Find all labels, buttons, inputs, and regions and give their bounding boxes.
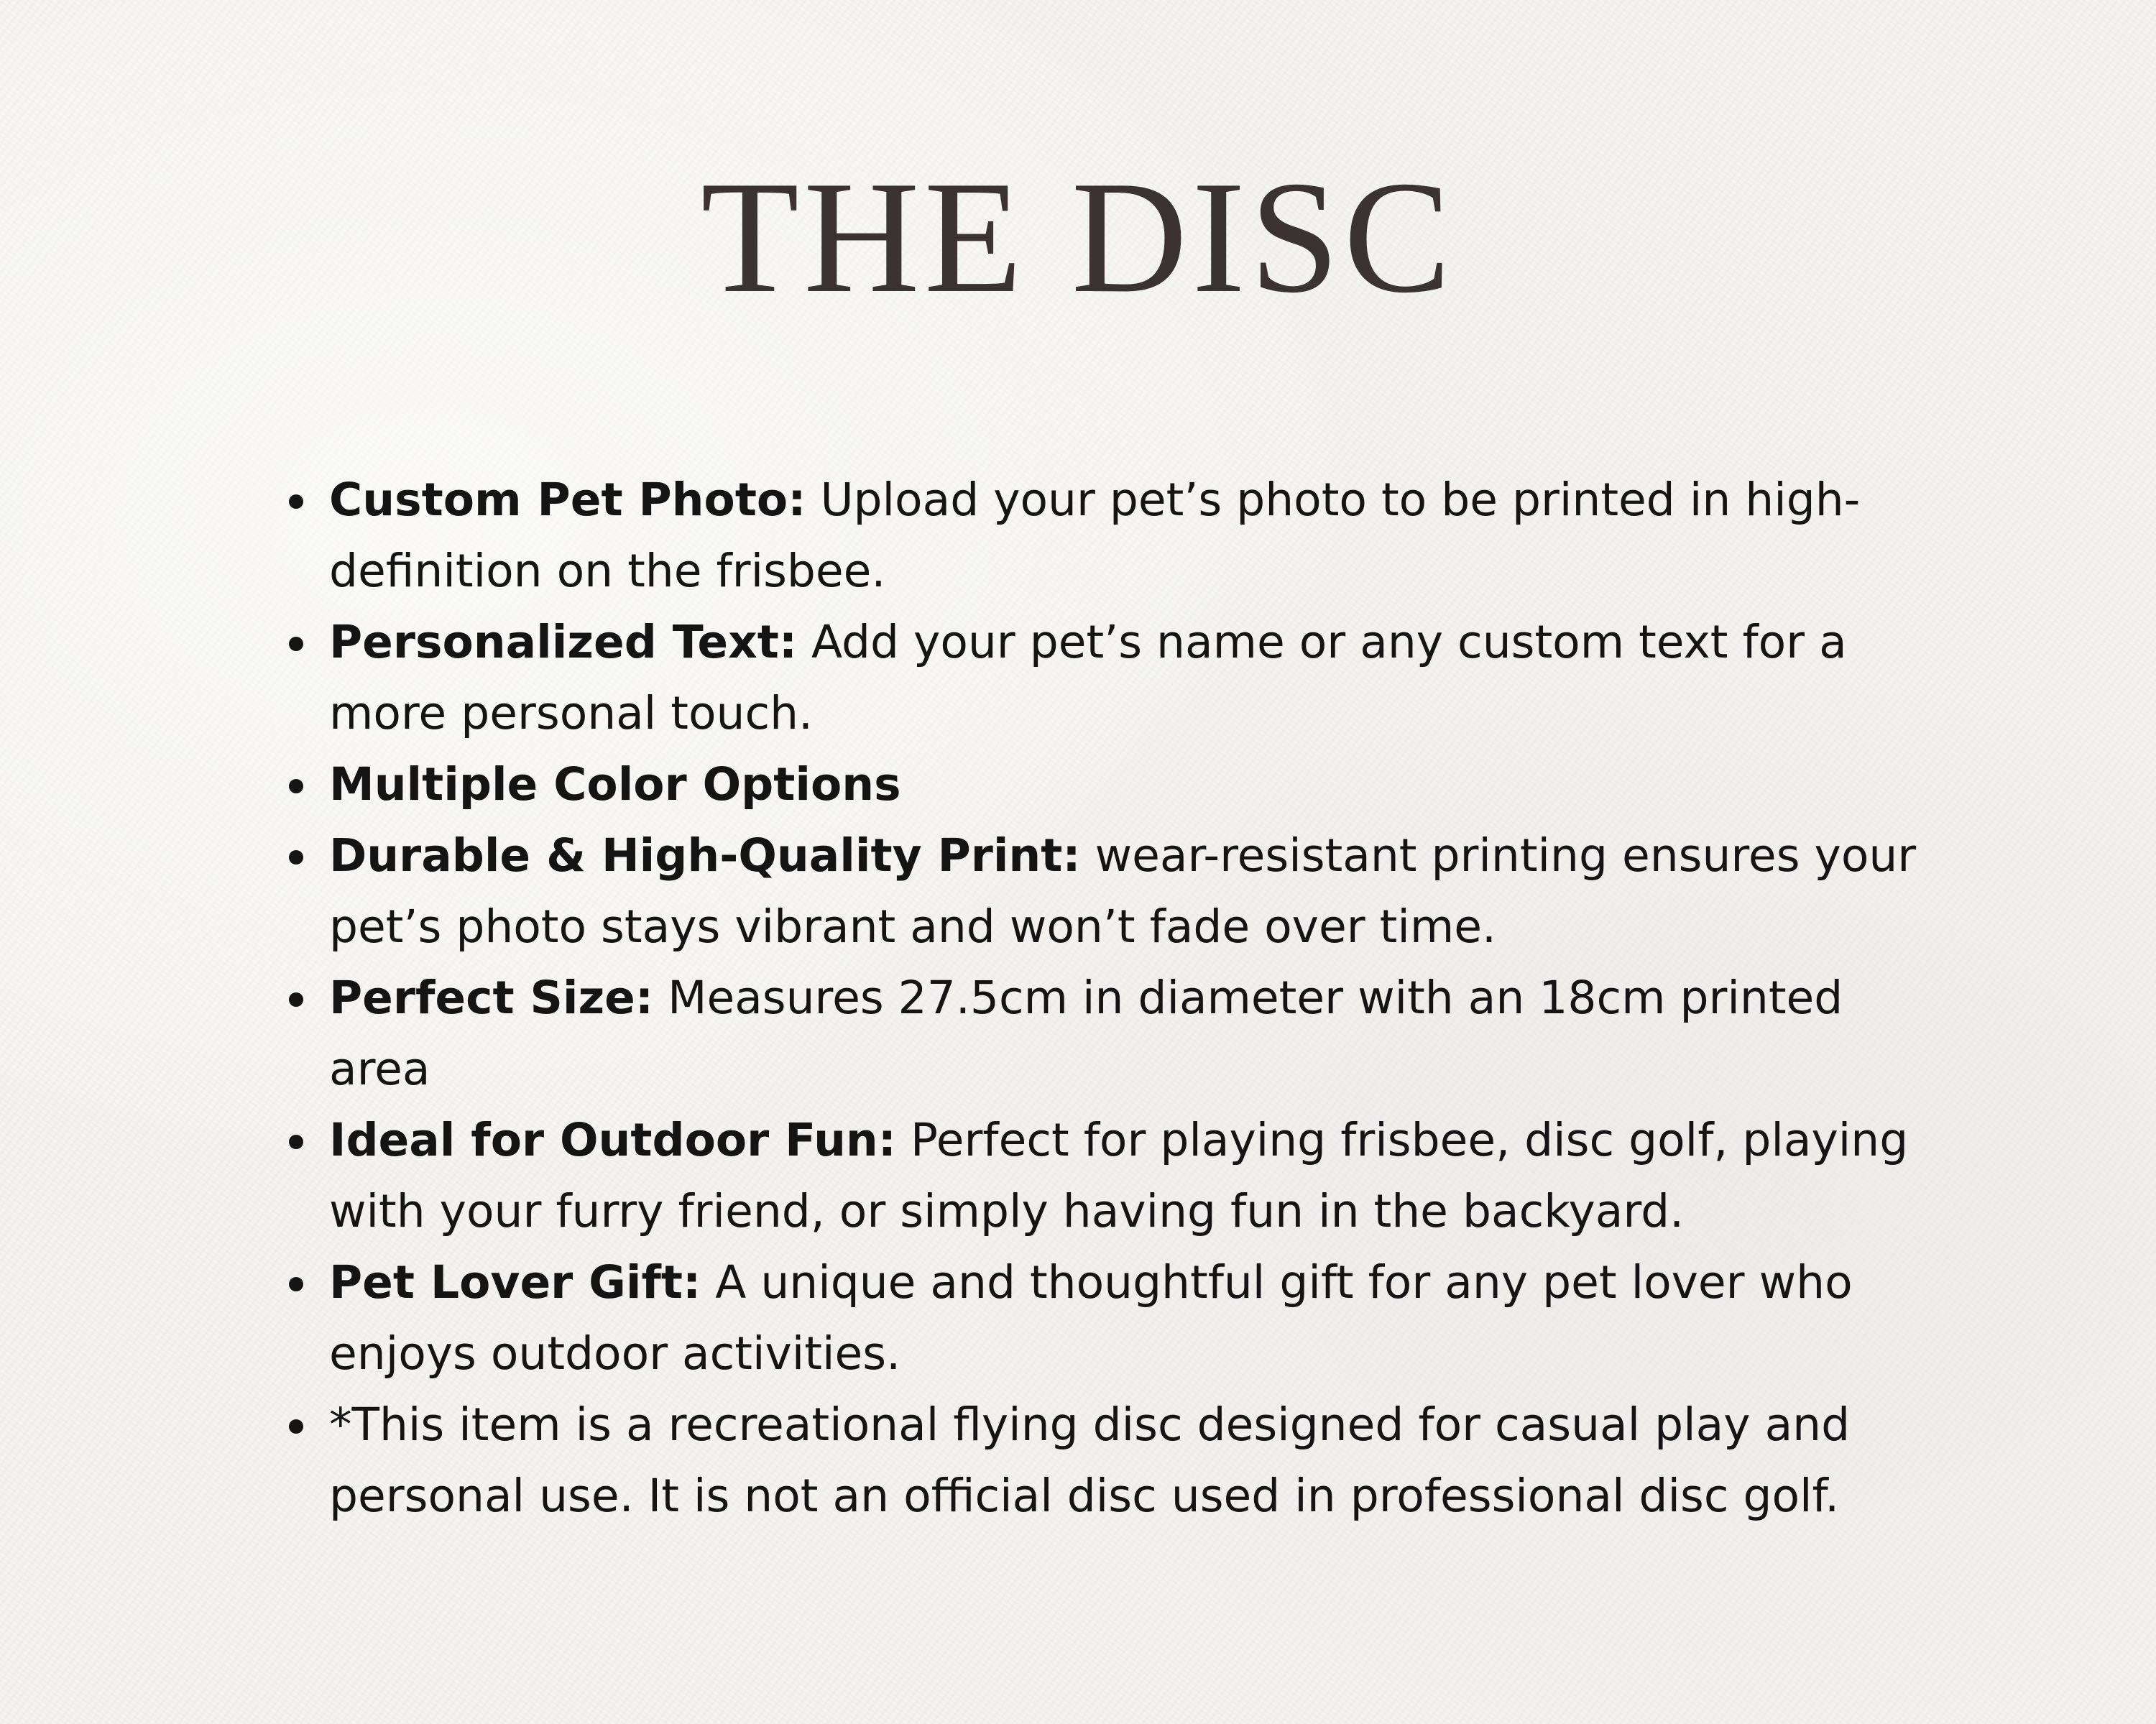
feature-heading: Pet Lover Gift: <box>329 1256 701 1309</box>
page-title: THE DISC <box>701 148 1455 326</box>
feature-heading: Multiple Color Options <box>329 758 901 811</box>
feature-heading: Perfect Size: <box>329 972 654 1024</box>
feature-text: wear-resistant printing ensures your pet’s photo stays vibrant and won’t fade over time. <box>329 829 1917 953</box>
feature-text: Measures 27.5cm in diameter with an 18cm printed area <box>329 972 1843 1095</box>
feature-item-outdoor-fun <box>286 1105 1939 1247</box>
feature-item-pet-lover-gift <box>286 1247 1939 1389</box>
feature-item-custom-pet-photo <box>286 464 1939 607</box>
feature-text: *This item is a recreational flying disc designed for casual play and personal use. It is not an official disc used in professional disc golf. <box>329 1398 1851 1522</box>
feature-text: Upload your pet’s photo to be printed in high-definition on the frisbee. <box>329 474 1861 597</box>
feature-item-perfect-size <box>286 962 1939 1105</box>
feature-heading: Custom Pet Photo: <box>329 474 806 526</box>
feature-heading: Personalized Text: <box>329 616 798 668</box>
feature-text: Perfect for playing frisbee, disc golf, playing with your furry friend, or simply having fun in the backyard. <box>329 1114 1909 1237</box>
feature-item-multiple-color-options <box>286 749 1939 820</box>
feature-list <box>286 464 1939 1531</box>
feature-heading: Durable & High-Quality Print: <box>329 829 1081 882</box>
feature-item-disclaimer <box>286 1389 1939 1531</box>
feature-heading: Ideal for Outdoor Fun: <box>329 1114 896 1166</box>
feature-text: A unique and thoughtful gift for any pet lover who enjoys outdoor activities. <box>329 1256 1853 1380</box>
feature-text: Add your pet’s name or any custom text for a more personal touch. <box>329 616 1847 739</box>
feature-item-personalized-text <box>286 607 1939 749</box>
feature-item-durable-print <box>286 820 1939 962</box>
